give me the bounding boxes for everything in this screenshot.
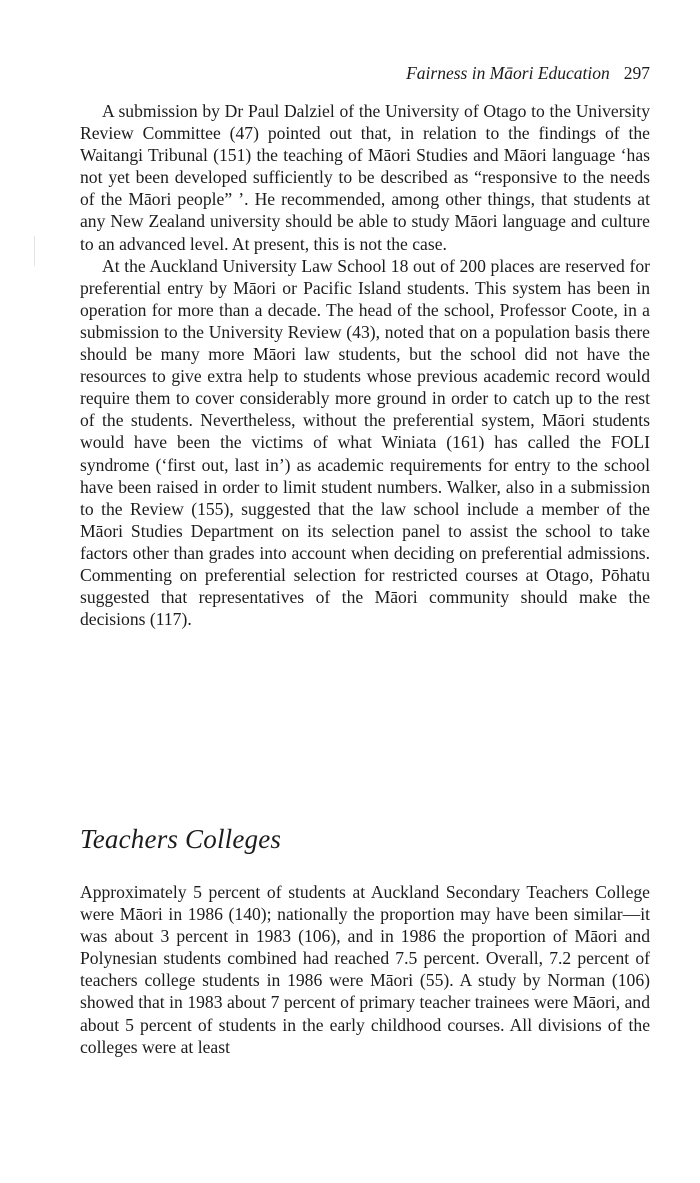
section-body [80, 881, 650, 1058]
section-heading: Teachers Colleges [80, 824, 282, 854]
paragraph-teachers-colleges: Approximately 5 percent of students at Auckland Secondary Teachers College were Māori in 1986 (140); nationally the proportion may have been similar—it was about 3 percent in 1983 (106), and in 1986 the proportion of Māori and Polynesian students combined had reached 7.5 percent. Overall, 7.2 percent of teachers college students in 1986 were Māori (55). A study by Norman (106) showed that in 1983 about 7 percent of primary teacher trainees were Māori, and about 5 percent of students in the early childhood courses. All divisions of the colleges were at least [80, 882, 650, 1057]
body-text [80, 100, 650, 630]
running-title: Fairness in Māori Education [406, 63, 610, 83]
margin-mark [34, 236, 35, 266]
page-number: 297 [623, 63, 650, 83]
paragraph-dalziel: A submission by Dr Paul Dalziel of the University of Otago to the University Review Committee (47) pointed out that, in relation to the findings of the Waitangi Tribunal (151) the teaching of Māori Studies and Māori language ‘has not yet been developed sufficiently to be described as “responsive to the needs of the Māori people” ’. He recommended, among other things, that students at any New Zealand university should be able to study Māori language and culture to an advanced level. At present, this is not the case. [80, 101, 650, 254]
running-head [80, 62, 650, 84]
paragraph-law-school: At the Auckland University Law School 18 out of 200 places are reserved for preferential entry by Māori or Pacific Island students. This system has been in operation for more than a decade. The head of the school, Professor Coote, in a submission to the University Review (43), noted that on a population basis there should be many more Māori law students, but the school did not have the resources to give extra help to students whose previous academic record would require them to cover considerably more ground in order to catch up to the rest of the students. Nevertheless, without the preferential system, Māori students would have been the victims of what Winiata (161) has called the FOLI syndrome (‘first out, last in’) as academic requirements for entry to the school have been raised in order to limit student numbers. Walker, also in a submission to the Review (155), suggested that the law school include a member of the Māori Studies Department on its selection panel to assist the school to take factors other than grades into account when deciding on preferential admissions. Commenting on preferential selection for restricted courses at Otago, Pōhatu suggested that representatives of the Māori community should make the decisions (117). [80, 255, 650, 630]
